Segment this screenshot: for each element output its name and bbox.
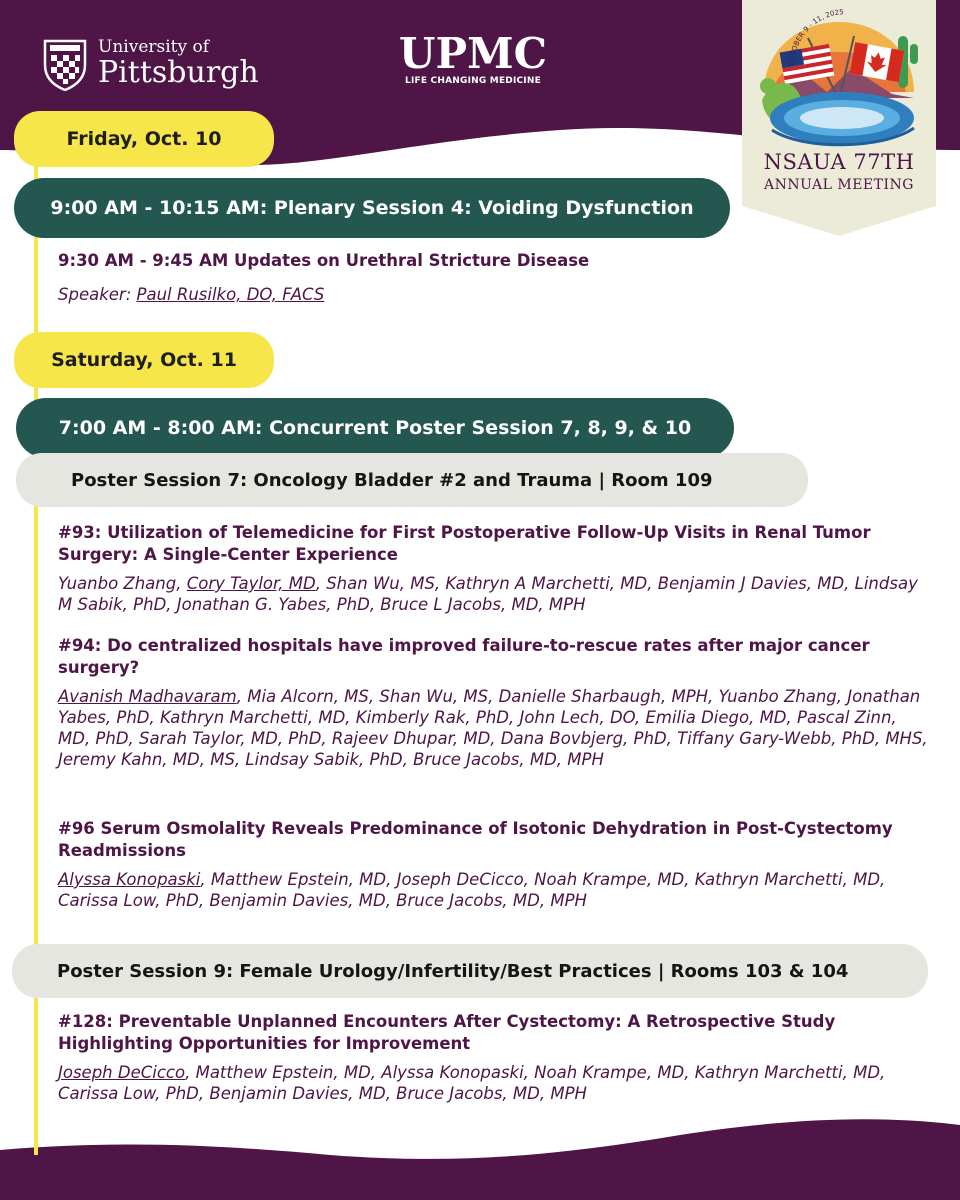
poster-authors	[58, 573, 928, 615]
highlighted-author: Joseph DeCicco	[58, 1063, 186, 1082]
speaker-label: Speaker:	[58, 285, 132, 304]
svg-text:OCTOBER 9 - 11, 2025	[788, 8, 844, 66]
badge-title: NSAUA 77TH	[763, 150, 915, 174]
badge-dates: OCTOBER 9 - 11, 2025	[787, 8, 845, 67]
author-text: , Shan Wu, MS, Kathryn A Marchetti, MD, Benjamin J Davies, MD, Lindsay M Sabik, PhD, Jonathan G. Yabes, PhD, Bruce L Jacobs, MD, MPH	[58, 574, 918, 614]
day-label-friday: Friday, Oct. 10	[14, 111, 274, 167]
session-concurrent-poster	[16, 398, 734, 458]
session-plenary-4-label: 9:00 AM - 10:15 AM: Plenary Session 4: Voiding Dysfunction	[50, 197, 694, 219]
pitt-shield-icon	[42, 35, 88, 91]
upmc-logo	[393, 29, 553, 86]
poster-session-9-label: Poster Session 9: Female Urology/Infertility/Best Practices | Rooms 103 & 104	[57, 960, 849, 982]
talk-title: 9:30 AM - 9:45 AM Updates on Urethral Stricture Disease	[58, 251, 590, 270]
poster-session-7-header	[16, 453, 808, 507]
poster-authors	[58, 686, 928, 770]
poster-title: #94: Do centralized hospitals have improved failure-to-rescue rates after major cancer surgery?	[58, 636, 870, 677]
poster-session-7-label: Poster Session 7: Oncology Bladder #2 and Trauma | Room 109	[71, 469, 713, 491]
poster-title: #128: Preventable Unplanned Encounters After Cystectomy: A Retrospective Study Highlighting Opportunities for Improvement	[58, 1012, 836, 1053]
pitt-line1: University of	[98, 36, 210, 57]
poster-title: #96 Serum Osmolality Reveals Predominance of Isotonic Dehydration in Post-Cystectomy Readmissions	[58, 819, 893, 860]
author-text: , Mia Alcorn, MS, Shan Wu, MS, Danielle Sharbaugh, MPH, Yuanbo Zhang, Jonathan Yabes, PhD, Kathryn Marchetti, MD, Kimberly Rak, PhD, John Lech, DO, Emilia Diego, MD, Pascal Zinn, MD, PhD, Sarah Taylor, MD, PhD, Rajeev Dhupar, MD, Dana Bovbjerg, PhD, Tiffany Gary-Webb, PhD, MHS, Jeremy Kahn, MD, MS, Lindsay Sabik, PhD, Bruce Jacobs, MD, MPH	[58, 687, 928, 769]
upmc-tagline: LIFE CHANGING MEDICINE	[405, 76, 541, 86]
author-text: Yuanbo Zhang,	[58, 574, 187, 593]
highlighted-author: Alyssa Konopaski	[58, 870, 201, 889]
speaker-name: Paul Rusilko, DO, FACS	[136, 285, 325, 304]
poster-item-93	[58, 522, 928, 615]
poster-authors	[58, 869, 928, 911]
timeline-line	[34, 155, 38, 1155]
author-text: , Matthew Epstein, MD, Joseph DeCicco, Noah Krampe, MD, Kathryn Marchetti, MD, Carissa Low, PhD, Benjamin Davies, MD, Bruce Jacobs, MD, MPH	[58, 870, 886, 910]
pitt-logo	[42, 30, 262, 96]
nsaua-badge	[742, 0, 936, 236]
highlighted-author: Avanish Madhavaram	[58, 687, 237, 706]
poster-item-128	[58, 1011, 928, 1104]
session-concurrent-poster-label: 7:00 AM - 8:00 AM: Concurrent Poster Session 7, 8, 9, & 10	[58, 417, 692, 439]
author-text: , Matthew Epstein, MD, Alyssa Konopaski, Noah Krampe, MD, Kathryn Marchetti, MD, Carissa Low, PhD, Benjamin Davies, MD, Bruce Jacobs, MD, MPH	[58, 1063, 886, 1103]
highlighted-author: Cory Taylor, MD	[186, 574, 316, 593]
poster-item-94	[58, 635, 928, 770]
pitt-line2: Pittsburgh	[98, 54, 259, 90]
upmc-name: UPMC	[398, 29, 548, 78]
poster-authors	[58, 1062, 928, 1104]
poster-item-96	[58, 818, 928, 911]
poster-title: #93: Utilization of Telemedicine for First Postoperative Follow-Up Visits in Renal Tumor Surgery: A Single-Center Experience	[58, 523, 871, 564]
poster-session-9-header	[12, 944, 928, 998]
badge-subtitle: ANNUAL MEETING	[764, 177, 914, 193]
day-label-saturday: Saturday, Oct. 11	[14, 332, 274, 388]
session-plenary-4	[14, 178, 730, 238]
speaker-line	[58, 284, 858, 305]
